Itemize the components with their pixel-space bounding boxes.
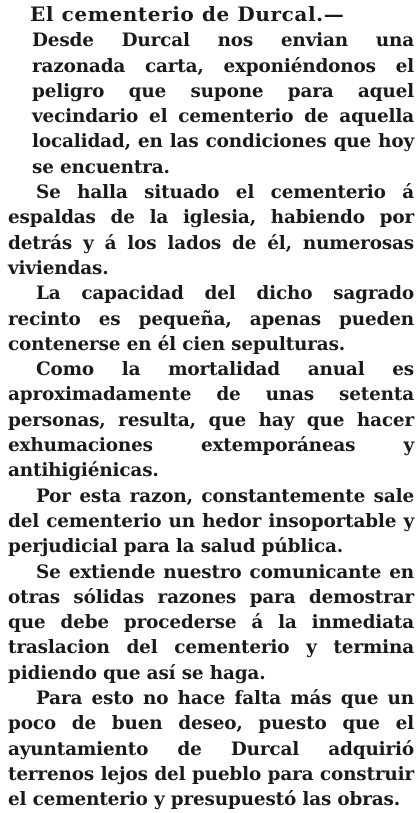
article-paragraph-5: Por esta razon, constantemente sale del cementerio un hedor insoportable y perjudicial para la salud pública.: [8, 485, 414, 558]
article-headline: El cementerio de Durcal.: [30, 2, 324, 26]
article-paragraph-3: La capacidad del dicho sagrado recinto es pequeña, apenas pueden contenerse en él cien sepulturas.: [8, 283, 414, 355]
article-paragraph-1: Desde Durcal nos envian una razonada carta, exponiéndonos el peligro que supone para aquel vecindario el cementerio de aquella localidad, en las condiciones que hoy se encuentra.: [32, 30, 414, 178]
article-paragraph-7: Para esto no hace falta más que un poco de buen deseo, puesto que el ayuntamiento de Durcal adquirió terrenos lejos del pueblo para construir el cementerio y presupuestó las obras.: [8, 688, 414, 811]
article-paragraph-2: Se halla situado el cementerio á espaldas de la iglesia, habiendo por detrás y á los lados de él, numerosas viviendas.: [8, 182, 414, 279]
headline-line: [8, 2, 414, 28]
article-paragraph-4: Como la mortalidad anual es aproximadamente de unas setenta personas, resulta, que hay que hacer exhumaciones extemporáneas y antihigiénicas.: [8, 359, 414, 482]
article-paragraph-6: Se extiende nuestro comunicante en otras sólidas razones para demostrar que debe procederse á la inmediata traslacion del cementerio y termina pidiendo que así se haga.: [8, 561, 414, 684]
headline-dash: —: [323, 2, 344, 26]
